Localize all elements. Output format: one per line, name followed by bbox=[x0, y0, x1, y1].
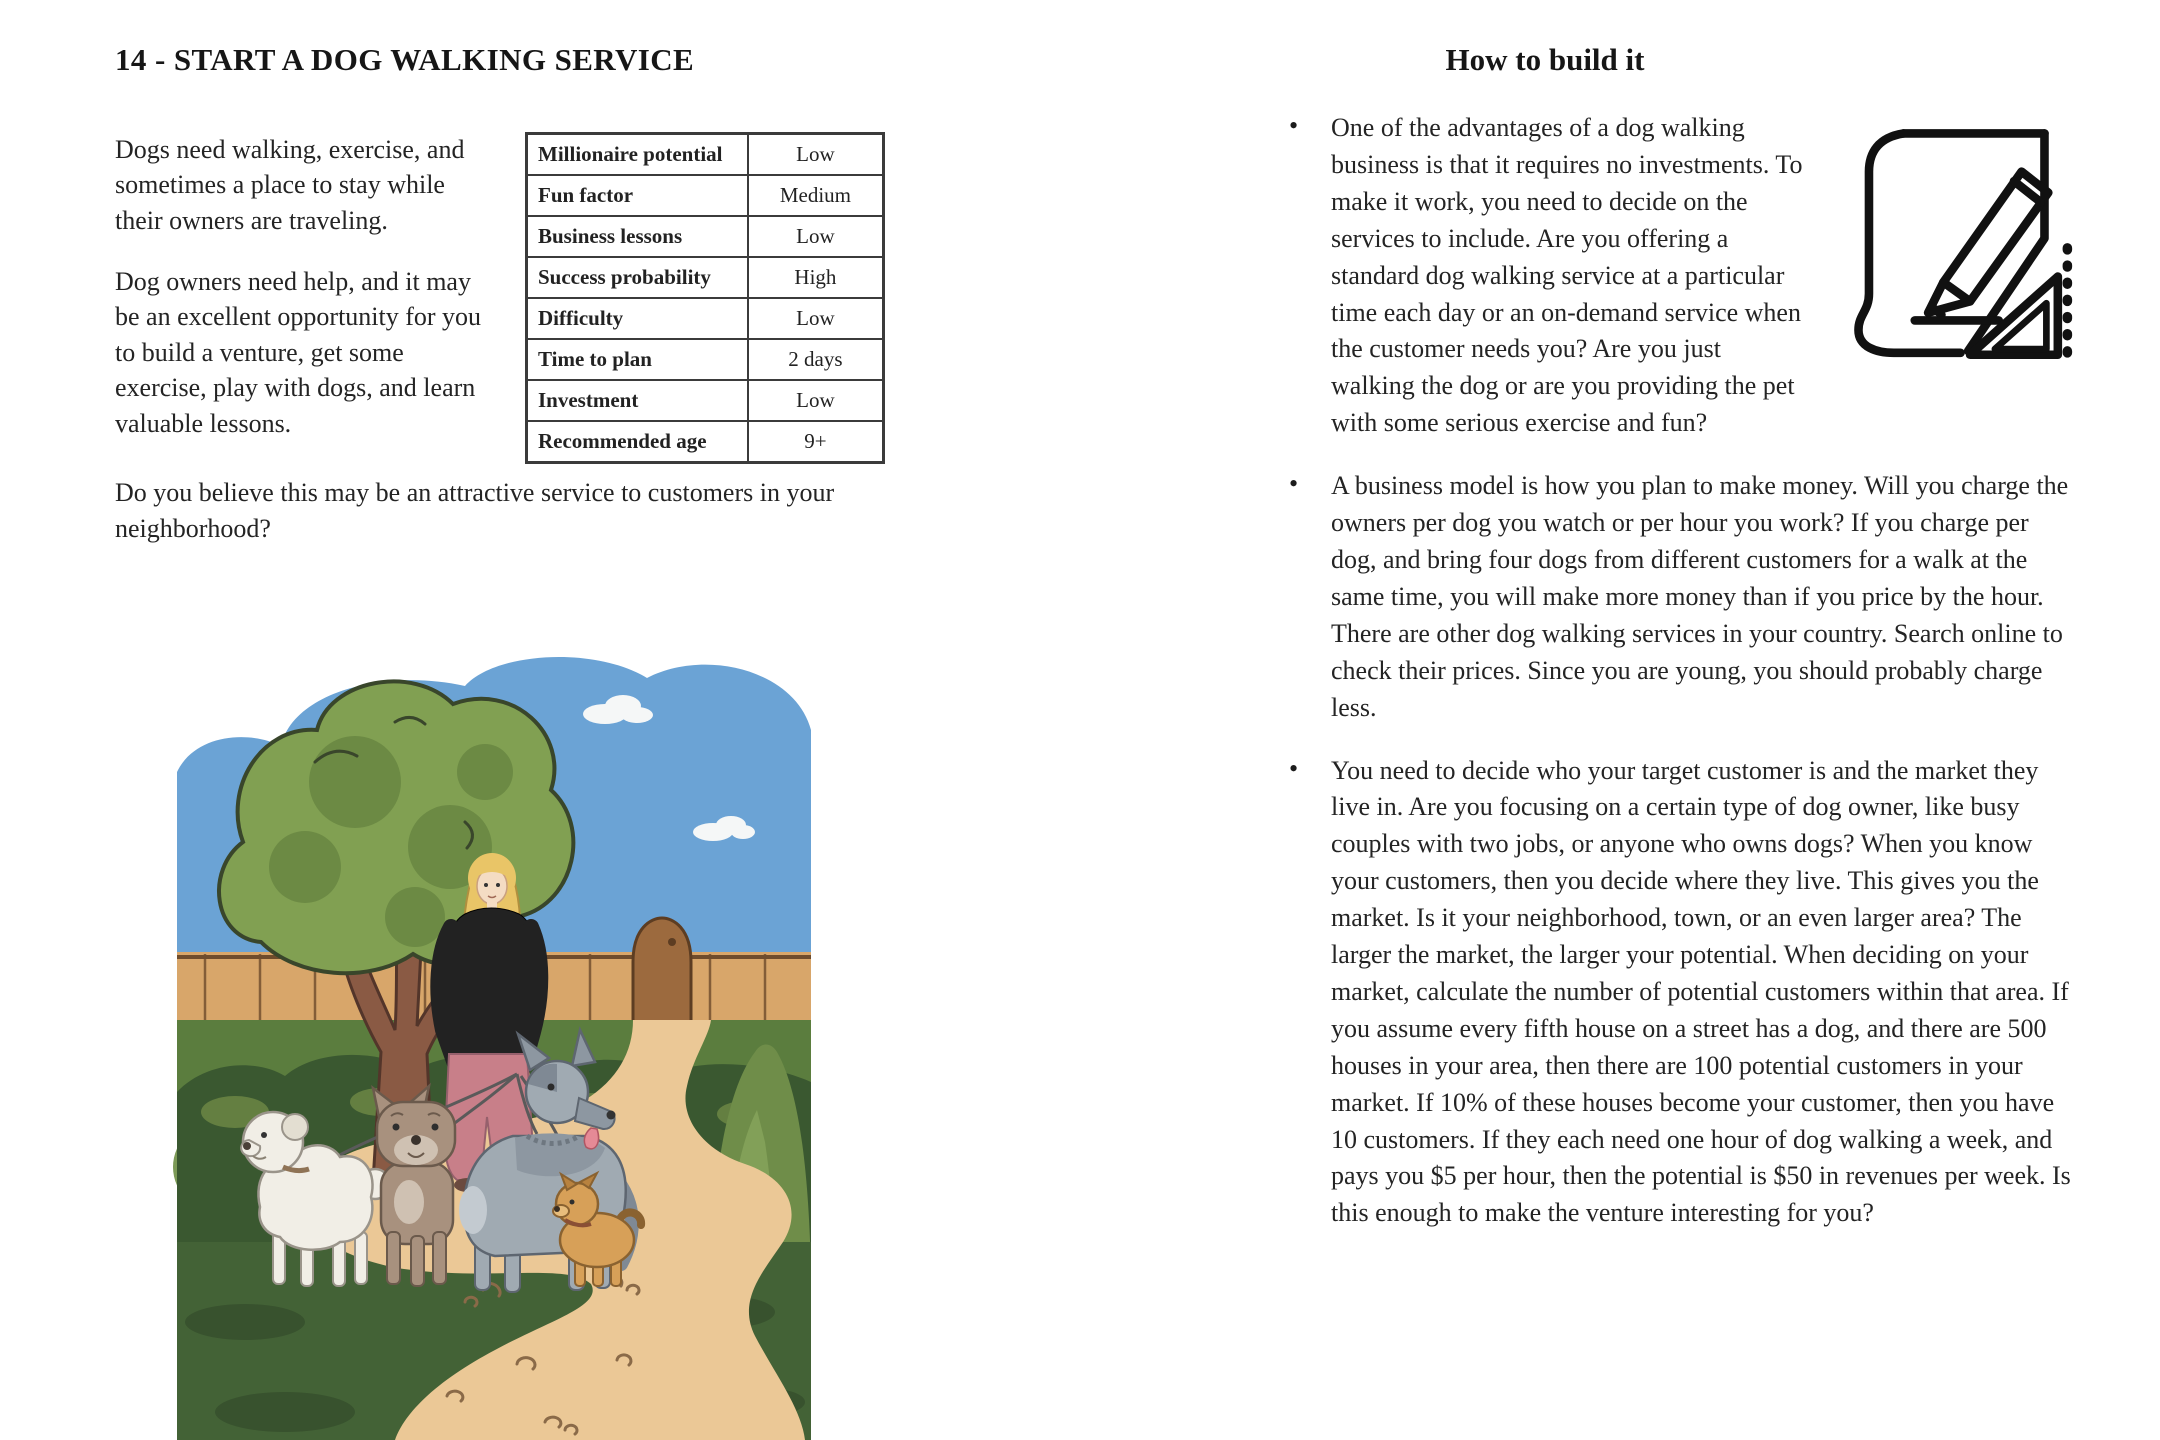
stat-value: Low bbox=[748, 298, 884, 339]
stat-label: Investment bbox=[527, 380, 748, 421]
table-row bbox=[527, 257, 884, 298]
stat-label: Fun factor bbox=[527, 175, 748, 216]
stat-label: Success probability bbox=[527, 257, 748, 298]
bullet-text: One of the advantages of a dog walking business is that it requires no investments. To make it work, you need to decide on the services to include. Are you offering a standard dog walking service at a particular time each day or an on-demand service when the customer needs you? Are you just walking the dog or are you providing the pet with some serious exercise and fun? bbox=[1331, 113, 1803, 438]
stat-value: High bbox=[748, 257, 884, 298]
intro-text bbox=[115, 132, 493, 467]
stat-label: Business lessons bbox=[527, 216, 748, 257]
question-text: Do you believe this may be an attractive service to customers in your neighborhood? bbox=[115, 477, 835, 544]
table-row bbox=[527, 298, 884, 339]
howto-heading: How to build it bbox=[1445, 42, 1645, 77]
stat-value: 9+ bbox=[748, 421, 884, 463]
bullet-marker: • bbox=[1289, 753, 1299, 783]
howto-bullet-list bbox=[1285, 110, 2075, 1232]
stat-value: 2 days bbox=[748, 339, 884, 380]
park-illustration bbox=[165, 622, 820, 1440]
table-row bbox=[527, 216, 884, 257]
stat-label: Millionaire potential bbox=[527, 134, 748, 176]
table-row bbox=[527, 175, 884, 216]
stat-label: Time to plan bbox=[527, 339, 748, 380]
stat-label: Recommended age bbox=[527, 421, 748, 463]
intro-paragraph: Dogs need walking, exercise, and sometimes a place to stay while their owners are traveling. bbox=[115, 135, 465, 235]
bullet-item bbox=[1285, 753, 2075, 1233]
bullet-marker: • bbox=[1289, 111, 1299, 140]
intro-row bbox=[115, 132, 890, 467]
right-page bbox=[1285, 42, 2075, 1258]
bullet-text: A business model is how you plan to make money. Will you charge the owners per dog you watch or per hour you work? If you charge per dog, and bring four dogs from different customers for a walk at the same time, you will make more money than if you price by the hour. There are other dog walking services in your country. Search online to check their prices. Since you are young, you should probably charge less. bbox=[1331, 471, 2069, 722]
stat-value: Low bbox=[748, 134, 884, 176]
bullet-marker: • bbox=[1289, 469, 1299, 499]
stat-value: Medium bbox=[748, 175, 884, 216]
bullet-item bbox=[1285, 468, 2075, 726]
chapter-title: 14 - START A DOG WALKING SERVICE bbox=[115, 42, 695, 77]
table-row bbox=[527, 339, 884, 380]
venture-stats-table bbox=[525, 132, 885, 464]
bullet-text: You need to decide who your target customer is and the market they live in. Are you focusing on a certain type of dog owner, like busy couples with two jobs, or anyone who owns dogs? When you know your customers, then you decide where they live. This gives you the market. Is it your neighborhood, town, or an even larger area? The larger the market, the larger your potential. When deciding on your market, calculate the number of potential customers within that area. If you assume every fifth house on a street has a dog, and there are 500 houses in your area, then there are 100 potential customers in your market. If 10% of these houses become your customer, then you have 10 customers. If they each need one hour of dog walking a week, and pays you $5 per hour, then the potential is $50 in revenues per week. Is this enough to make the venture interesting for you? bbox=[1331, 755, 2071, 1228]
plan-sketch-icon bbox=[1827, 102, 2075, 370]
table-row bbox=[527, 421, 884, 463]
left-page bbox=[115, 42, 890, 548]
dog-walking-illustration bbox=[165, 622, 820, 1440]
intro-paragraph: Dog owners need help, and it may be an excellent opportunity for you to build a venture, get some exercise, play with dogs, and learn valuable lessons. bbox=[115, 267, 482, 438]
stat-value: Low bbox=[748, 216, 884, 257]
bullet-item bbox=[1285, 110, 2075, 442]
table-row bbox=[527, 134, 884, 176]
stat-label: Difficulty bbox=[527, 298, 748, 339]
table-row bbox=[527, 380, 884, 421]
stat-value: Low bbox=[748, 380, 884, 421]
gate-post bbox=[633, 918, 691, 1024]
